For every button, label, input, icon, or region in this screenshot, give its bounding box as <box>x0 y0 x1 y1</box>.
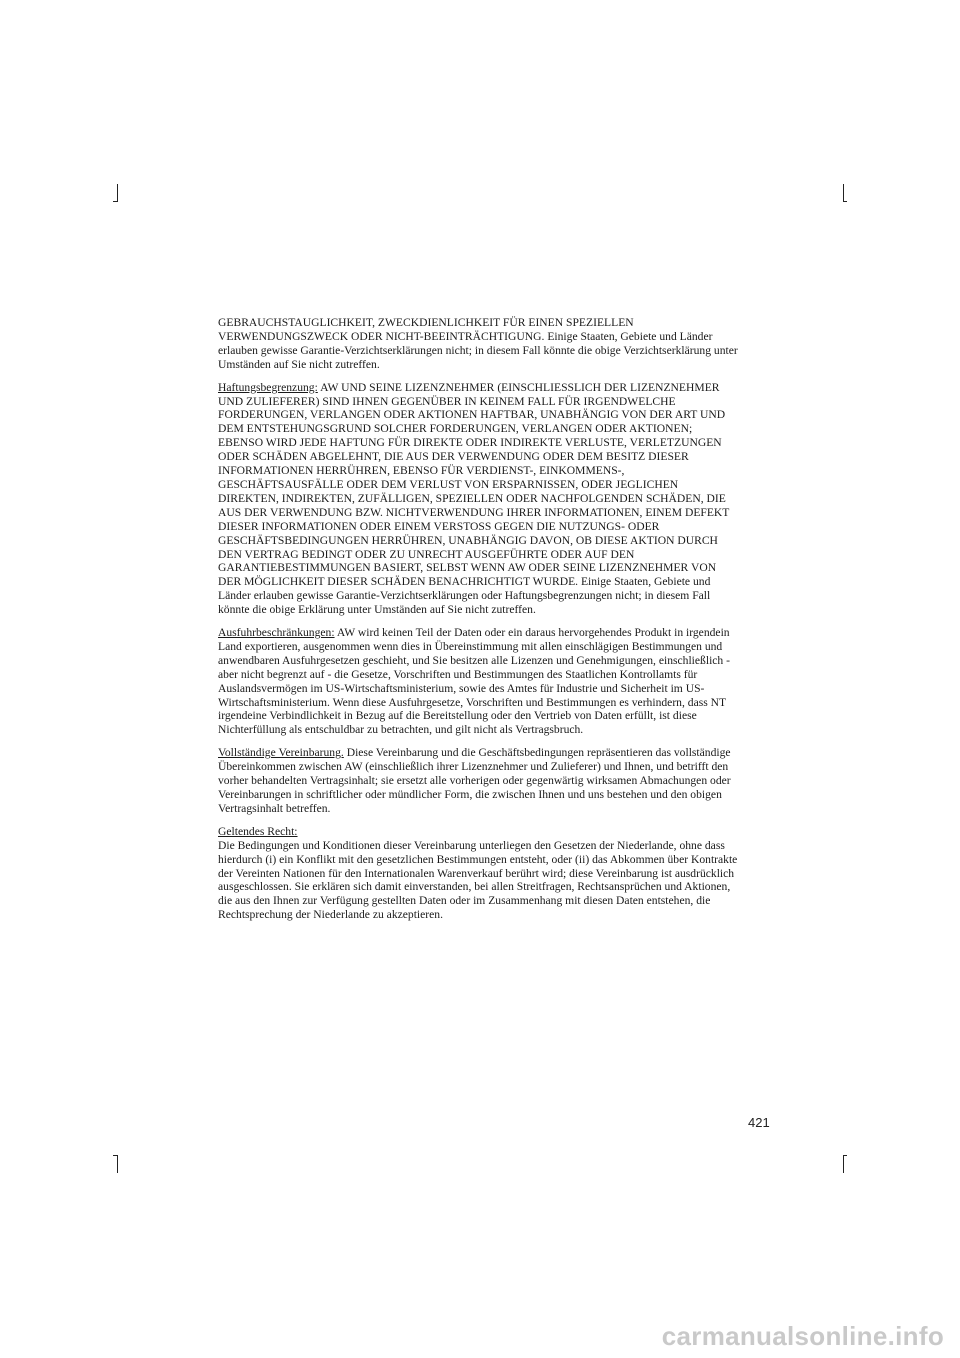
crop-mark-top-right-foot <box>843 201 847 202</box>
paragraph-entire-agreement <box>218 746 738 816</box>
section-title-agreement: Vollständige Vereinbarung. <box>218 746 344 760</box>
crop-mark-top-left-foot <box>113 201 117 202</box>
paragraph-liability-limitation <box>218 381 738 617</box>
crop-mark-top-left <box>117 184 118 202</box>
paragraph-body: AW UND SEINE LIZENZNEHMER (EINSCHLIESSLICH DER LIZENZNEHMER UND ZULIEFERER) SIND IHNEN GEGENÜBER IN KEINEM FALL FÜR IRGENDWELCHE FORDERUNGEN, VERLANGEN ODER AKTIONEN HAFTBAR, UNABHÄNGIG VON DER ART UND DEM ENTSTEHUNGSGRUND SOLCHER FORDERUNGEN, VERLANGEN ODER AKTIONEN; EBENSO WIRD JEDE HAFTUNG FÜR DIREKTE ODER INDIREKTE VERLUSTE, VERLETZUNGEN ODER SCHÄDEN ABGELEHNT, DIE AUS DER VERWENDUNG ODER DEM BESITZ DIESER INFORMATIONEN HERRÜHREN, EBENSO FÜR VERDIENST-, EINKOMMENS-, GESCHÄFTSAUSFÄLLE ODER DEM VERLUST VON ERSPARNISSEN, ODER JEGLICHEN DIREKTEN, INDIREKTEN, ZUFÄLLIGEN, SPEZIELLEN ODER NACHFOLGENDEN SCHÄDEN, DIE AUS DER VERWENDUNG BZW. NICHTVERWENDUNG IHRER INFORMATIONEN, EINEM DEFEKT DIESER INFORMATIONEN ODER EINEM VERSTOSS GEGEN DIE NUTZUNGS- ODER GESCHÄFTSBEDINGUNGEN HERRÜHREN, UNABHÄNGIG DAVON, OB DIESE AKTION DURCH DEN VERTRAG BEDINGT ODER ZU UNRECHT AUSGEFÜHRTE ODER AUF DEN GARANTIEBESTIMMUNGEN BASIERT, SELBST WENN AW ODER SEINE LIZENZNEHMER VON DER MÖGLICHKEIT DIESER SCHÄDEN BENACHRICHTIGT WURDE. Einige Staaten, Gebiete und Länder erlauben gewisse Garantie-Verzichtserklärungen oder Haftungsbegrenzungen nicht; in diesem Fall könnte die obige Erklärung unter Umständen auf Sie nicht zutreffen. <box>218 380 730 617</box>
paragraph-body: AW wird keinen Teil der Daten oder ein daraus hervorgehendes Produkt in irgendein Land exportieren, ausgenommen wenn dies in Übereinstimmung mit allen einschlägigen Bestimmungen und anwendbaren Ausfuhrgesetzen geschieht, und Sie besitzen alle Lizenzen und Genehmigungen, einschließlich - aber nicht begrenzt auf - die Gesetze, Vorschriften und Bestimmungen des Staatlichen Kontrollamts für Auslandsvermögen im US-Wirtschaftsministerium, sowie des Amtes für Industrie und Sicherheit im US-Wirtschaftsministerium. Wenn diese Ausfuhrgesetze, Vorschriften und Bestimmungen es verhindern, dass NT irgendeine Verbindlichkeit in Bezug auf die Bereitstellung oder den Vertrieb von Daten erfüllt, ist diese Nichterfüllung als entschuldbar zu betrachten, und gilt nicht als Vertragsbruch. <box>218 626 730 737</box>
paragraph-body: Diese Vereinbarung und die Geschäftsbedingungen repräsentieren das vollständige Übereinkommen zwischen AW (einschließlich ihrer Lizenznehmer und Zulieferer) und Ihnen, und betrifft den vorher behandelten Vertragsinhalt; sie ersetzt alle vorherigen oder gegenwärtig wirksamen Abmachungen oder Vereinbarungen in schriftlicher oder mündlicher Form, die zwischen Ihnen und uns bestehen und den obigen Vertragsinhalt betreffen. <box>218 746 731 815</box>
paragraph-body: Die Bedingungen und Konditionen dieser Vereinbarung unterliegen den Gesetzen der Niederlande, ohne dass hierdurch (i) ein Konflikt mit den gesetzlichen Bestimmungen entsteht, oder (ii) das Abkommen über Kontrakte der Vereinten Nationen für den Internationalen Warenverkauf berührt wird; diese Vereinbarung ist ausdrücklich ausgeschlossen. Sie erklären sich damit einverstanden, bei allen Streitfragen, Rechtsansprüchen und Aktionen, die aus den Ihnen zur Verfügung gestellten Daten oder im Zusammenhang mit diesen Daten entstehen, die Rechtsprechung der Niederlande zu akzeptieren. <box>218 838 738 922</box>
crop-mark-top-right <box>843 184 844 202</box>
page-number: 421 <box>748 1115 770 1130</box>
paragraph-warranty-disclaimer <box>218 316 738 372</box>
crop-mark-bottom-left-head <box>113 1155 117 1156</box>
section-title-liability: Haftungsbegrenzung: <box>218 380 318 394</box>
paragraph-governing-law <box>218 825 738 922</box>
section-title-export: Ausfuhrbeschränkungen: <box>218 626 335 640</box>
watermark: carmanualsonline.info <box>661 1321 944 1351</box>
crop-mark-bottom-right <box>843 1155 844 1173</box>
paragraph-body: GEBRAUCHSTAUGLICHKEIT, ZWECKDIENLICHKEIT FÜR EINEN SPEZIELLEN VERWENDUNGSZWECK ODER NICHT-BEEINTRÄCHTIGUNG. Einige Staaten, Gebiete und Länder erlauben gewisse Garantie-Verzichtserklärungen nicht; in diesem Fall könnte die obige Verzichtserklärung unter Umständen auf Sie nicht zutreffen. <box>218 316 738 371</box>
section-title-governing-law: Geltendes Recht: <box>218 824 298 838</box>
paragraph-export-restrictions <box>218 626 738 737</box>
document-body <box>218 316 738 931</box>
crop-mark-bottom-right-head <box>843 1155 847 1156</box>
crop-mark-bottom-left <box>117 1155 118 1173</box>
